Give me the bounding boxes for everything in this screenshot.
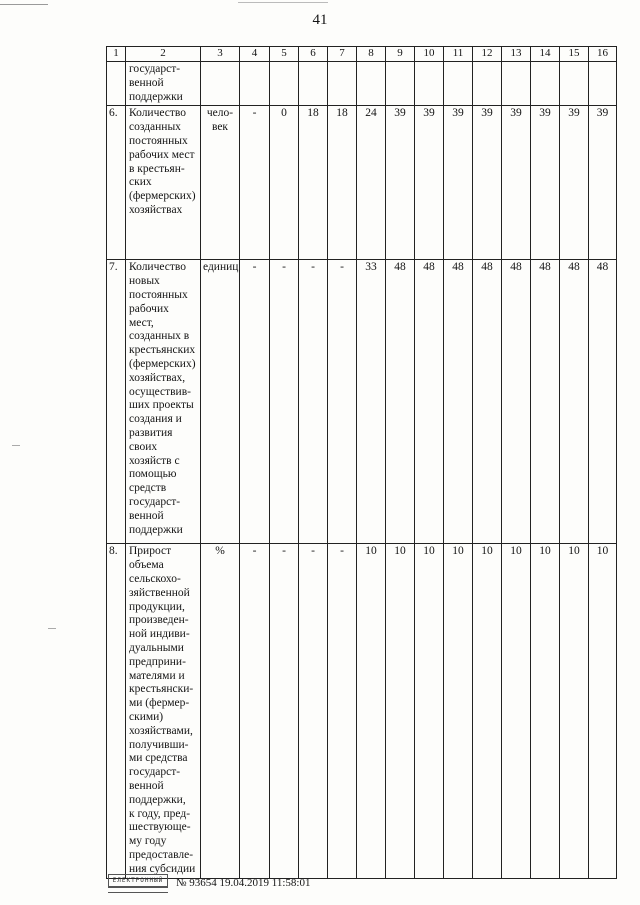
unit-line: век xyxy=(211,121,229,134)
unit-of-measure xyxy=(201,544,240,878)
value-cell: 48 xyxy=(415,260,444,544)
scan-edge-mark xyxy=(12,445,20,446)
value-cell: 0 xyxy=(270,106,299,260)
indicator-name-line: венной xyxy=(129,76,164,89)
indicator-name-line: рабочих мест xyxy=(129,148,195,161)
column-header: 8 xyxy=(357,47,386,62)
value-cell xyxy=(270,62,299,106)
value-cell: - xyxy=(299,544,328,878)
value-cell xyxy=(299,62,328,106)
value-cell: 10 xyxy=(560,544,589,878)
column-header: 4 xyxy=(240,47,270,62)
value-cell xyxy=(240,62,270,106)
logo-text: ЕЛЕКТРОННЫЙ xyxy=(108,874,168,887)
footer xyxy=(108,872,408,894)
indicator-name-line: средств xyxy=(129,482,167,495)
value-cell xyxy=(589,62,617,106)
value-cell: 10 xyxy=(415,544,444,878)
column-header: 10 xyxy=(415,47,444,62)
indicator-name-line: венной xyxy=(129,509,164,522)
column-header: 11 xyxy=(444,47,473,62)
value-cell: 48 xyxy=(502,260,531,544)
value-cell: 39 xyxy=(415,106,444,260)
indicator-name-line: рабочих xyxy=(129,302,169,315)
column-header: 12 xyxy=(473,47,502,62)
indicator-name-line: хозяйствами, xyxy=(129,724,193,737)
indicator-name-line: продукции, xyxy=(129,600,185,613)
value-cell: - xyxy=(299,260,328,544)
value-cell: 48 xyxy=(386,260,415,544)
indicator-name-line: крестьянских xyxy=(129,344,196,357)
value-cell: 39 xyxy=(560,106,589,260)
value-cell: 39 xyxy=(531,106,560,260)
indicator-name-line: венной xyxy=(129,779,164,792)
indicator-name-line: зяйственной xyxy=(129,586,190,599)
column-header: 6 xyxy=(299,47,328,62)
document-registration-number: № 93654 19.04.2019 11:58:01 xyxy=(176,877,311,889)
value-cell xyxy=(357,62,386,106)
indicator-name-line: шествующе- xyxy=(129,821,191,834)
indicator-name-line: ших проекты xyxy=(129,399,194,412)
table-row xyxy=(107,544,617,878)
indicator-name-line: своих xyxy=(129,440,158,453)
indicator-name-line: поддержки xyxy=(129,523,183,536)
indicator-name-line: поддержки, xyxy=(129,793,186,806)
indicator-name-line: созданных в xyxy=(129,330,190,343)
row-number: 7. xyxy=(107,260,126,544)
indicator-name-line: получивши- xyxy=(129,738,189,751)
value-cell xyxy=(473,62,502,106)
value-cell: 39 xyxy=(473,106,502,260)
unit-line: единиц xyxy=(203,261,239,274)
indicator-name-line: новых xyxy=(129,275,160,288)
table-row xyxy=(107,62,617,106)
indicator-name-line: поддержки xyxy=(129,90,183,103)
value-cell: - xyxy=(328,544,357,878)
value-cell: 10 xyxy=(473,544,502,878)
value-cell: - xyxy=(240,260,270,544)
indicator-name-line: предоставле- xyxy=(129,848,194,861)
column-header: 9 xyxy=(386,47,415,62)
scan-edge-mark xyxy=(48,628,56,629)
row-number: 8. xyxy=(107,544,126,878)
value-cell: - xyxy=(240,544,270,878)
column-header: 5 xyxy=(270,47,299,62)
value-cell: 48 xyxy=(589,260,617,544)
indicator-name-line: Количество xyxy=(129,261,186,274)
unit-of-measure xyxy=(201,260,240,544)
indicator-name-line: крестьянски- xyxy=(129,683,194,696)
indicator-name-line: постоянных xyxy=(129,288,188,301)
page-number: 41 xyxy=(312,12,328,28)
value-cell: 10 xyxy=(386,544,415,878)
indicator-name-line: ми средства xyxy=(129,752,188,765)
indicator-name-line: му году xyxy=(129,835,167,848)
indicator-name-line: объема xyxy=(129,559,164,572)
value-cell: 39 xyxy=(502,106,531,260)
indicator-name-line: дуальными xyxy=(129,641,184,654)
indicator-name-line: (фермерских) xyxy=(129,190,196,203)
value-cell: - xyxy=(240,106,270,260)
indicator-name-line: государст- xyxy=(129,63,181,75)
value-cell: 33 xyxy=(357,260,386,544)
unit-of-measure xyxy=(201,106,240,260)
value-cell: - xyxy=(270,544,299,878)
indicator-name-line: хозяйствах, xyxy=(129,371,186,384)
indicator-name-line: Прирост xyxy=(129,545,172,558)
indicator-name xyxy=(126,62,201,106)
indicator-name xyxy=(126,544,201,878)
value-cell: 18 xyxy=(299,106,328,260)
value-cell: 48 xyxy=(444,260,473,544)
indicators-table xyxy=(106,46,617,879)
value-cell: 10 xyxy=(444,544,473,878)
table-header-row xyxy=(107,47,617,62)
value-cell: 10 xyxy=(357,544,386,878)
column-header: 7 xyxy=(328,47,357,62)
value-cell: 48 xyxy=(473,260,502,544)
indicator-name-line: скими) xyxy=(129,710,164,723)
value-cell: 24 xyxy=(357,106,386,260)
indicator-name-line: ной индиви- xyxy=(129,628,190,641)
indicator-name xyxy=(126,260,201,544)
indicator-name-line: мателями и xyxy=(129,669,185,682)
value-cell: - xyxy=(328,260,357,544)
value-cell: 39 xyxy=(386,106,415,260)
scan-edge-mark xyxy=(0,4,48,5)
value-cell: 39 xyxy=(589,106,617,260)
value-cell: 48 xyxy=(560,260,589,544)
column-header: 13 xyxy=(502,47,531,62)
value-cell xyxy=(502,62,531,106)
column-header: 14 xyxy=(531,47,560,62)
table-row xyxy=(107,260,617,544)
indicator-name-line: ми (фермер- xyxy=(129,697,190,710)
value-cell: - xyxy=(270,260,299,544)
value-cell xyxy=(386,62,415,106)
indicator-name-line: ния субсидии xyxy=(129,862,196,875)
indicator-name xyxy=(126,106,201,260)
indicator-name-line: хозяйств с xyxy=(129,454,180,467)
indicator-name-line: развития xyxy=(129,426,173,439)
value-cell xyxy=(415,62,444,106)
indicator-name-line: в крестьян- xyxy=(129,162,185,175)
table-row xyxy=(107,106,617,260)
column-header: 3 xyxy=(201,47,240,62)
indicator-name-line: ских xyxy=(129,176,152,189)
indicator-name-line: постоянных xyxy=(129,134,188,147)
indicator-name-line: создания и xyxy=(129,413,182,426)
unit-line: чело- xyxy=(206,107,234,120)
indicator-name-line: (фермерских) xyxy=(129,357,196,370)
indicator-name-line: государст- xyxy=(129,766,181,779)
indicator-name-line: осуществив- xyxy=(129,385,191,398)
value-cell xyxy=(531,62,560,106)
column-header: 15 xyxy=(560,47,589,62)
row-number: 6. xyxy=(107,106,126,260)
value-cell: 18 xyxy=(328,106,357,260)
value-cell xyxy=(328,62,357,106)
indicator-name-line: государст- xyxy=(129,495,181,508)
indicator-name-line: мест, xyxy=(129,316,154,329)
value-cell: 10 xyxy=(502,544,531,878)
indicator-name-line: сельскохо- xyxy=(129,572,181,585)
registry-logo xyxy=(108,874,166,892)
scan-edge-mark xyxy=(238,2,328,3)
value-cell: 10 xyxy=(531,544,560,878)
column-header: 1 xyxy=(107,47,126,62)
unit-of-measure xyxy=(201,62,240,106)
indicator-name-line: помощью xyxy=(129,468,177,481)
indicator-name-line: произведен- xyxy=(129,614,189,627)
indicator-name-line: Количество xyxy=(129,107,186,120)
indicator-name-line: к году, пред- xyxy=(129,807,191,820)
row-number xyxy=(107,62,126,106)
value-cell: 10 xyxy=(589,544,617,878)
indicator-name-line: предприни- xyxy=(129,655,186,668)
column-header: 2 xyxy=(126,47,201,62)
indicator-name-line: хозяйствах xyxy=(129,203,183,216)
value-cell: 48 xyxy=(531,260,560,544)
value-cell: 39 xyxy=(444,106,473,260)
indicator-name-line: созданных xyxy=(129,121,181,134)
unit-line: % xyxy=(215,545,225,558)
value-cell xyxy=(444,62,473,106)
value-cell xyxy=(560,62,589,106)
logo-bar xyxy=(108,887,168,893)
column-header: 16 xyxy=(589,47,617,62)
